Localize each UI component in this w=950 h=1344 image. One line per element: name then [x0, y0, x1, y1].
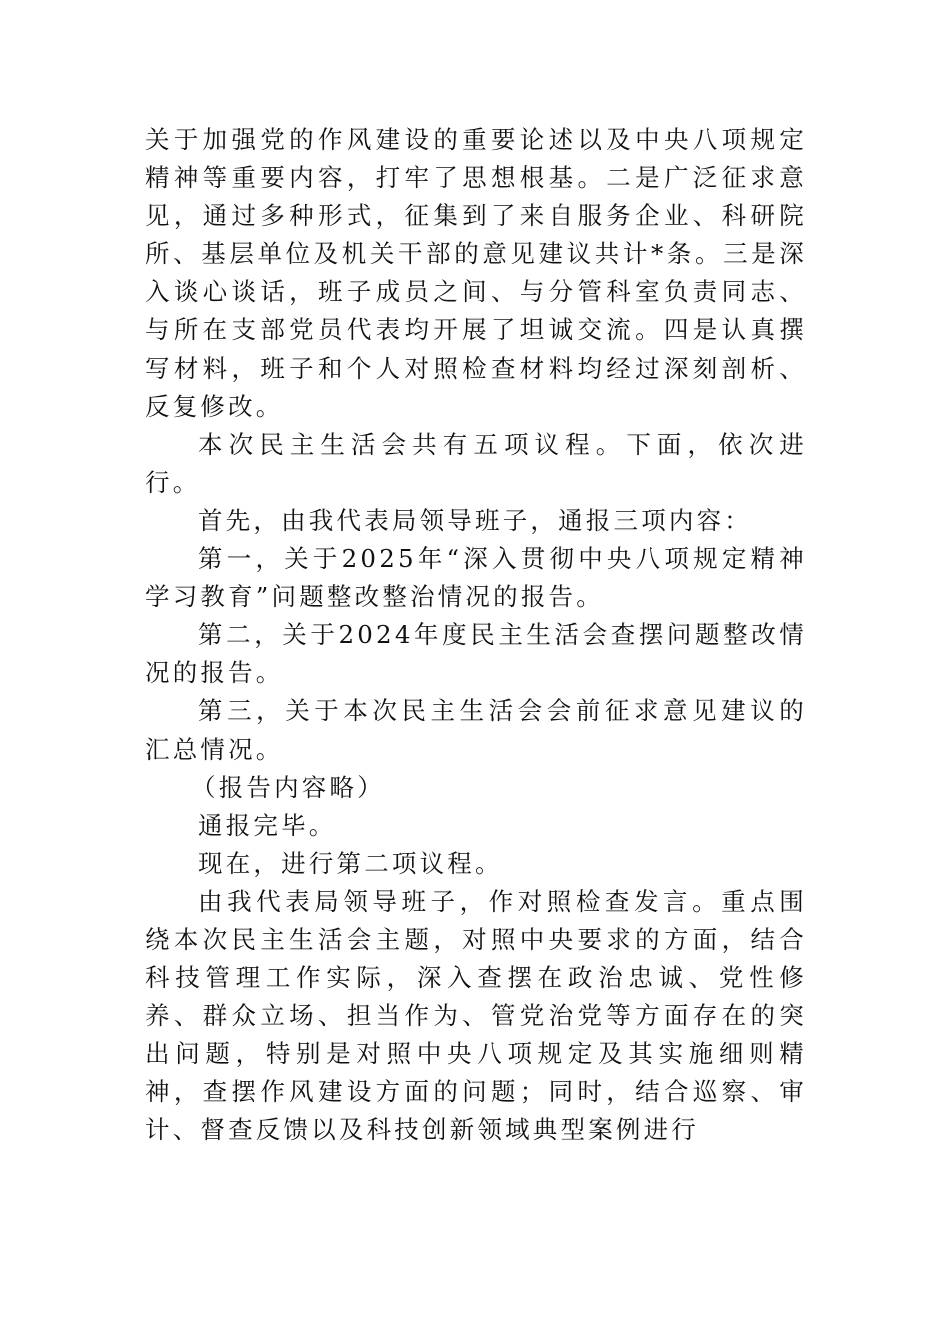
paragraph-report-item-1: 第一，关于2025年“深入贯彻中央八项规定精神学习教育”问题整改整治情况的报告。 — [145, 544, 807, 612]
paragraph-second-agenda: 现在，进行第二项议程。 — [198, 848, 503, 878]
document-body — [145, 121, 807, 1150]
paragraph-report-complete: 通报完毕。 — [198, 810, 337, 840]
paragraph-preparation-summary: 关于加强党的作风建设的重要论述以及中央八项规定精神等重要内容，打牢了思想根基。二是广泛征求意见，通过多种形式，征集到了来自服务企业、科研院所、基层单位及机关干部的意见建议共计*条。三是深入谈心谈话，班子成员之间、与分管科室负责同志、与所在支部党员代表均开展了坦诚交流。四是认真撰写材料，班子和个人对照检查材料均经过深刻剖析、反复修改。 — [145, 125, 807, 421]
paragraph-self-examination: 由我代表局领导班子，作对照检查发言。重点围绕本次民主生活会主题，对照中央要求的方面，结合科技管理工作实际，深入查摆在政治忠诚、党性修养、群众立场、担当作为、管党治党等方面存在的突出问题，特别是对照中央八项规定及其实施细则精神，查摆作风建设方面的问题；同时，结合巡察、审计、督查反馈以及科技创新领域典型案例进行 — [145, 886, 807, 1145]
paragraph-report-intro: 首先，由我代表局领导班子，通报三项内容： — [198, 505, 752, 535]
paragraph-report-item-2: 第二，关于2024年度民主生活会查摆问题整改情况的报告。 — [145, 620, 807, 688]
paragraph-report-omitted-note: （报告内容略） — [191, 772, 385, 802]
paragraph-agenda-intro: 本次民主生活会共有五项议程。下面，依次进行。 — [145, 429, 807, 497]
paragraph-report-item-3: 第三，关于本次民主生活会会前征求意见建议的汇总情况。 — [145, 696, 807, 764]
